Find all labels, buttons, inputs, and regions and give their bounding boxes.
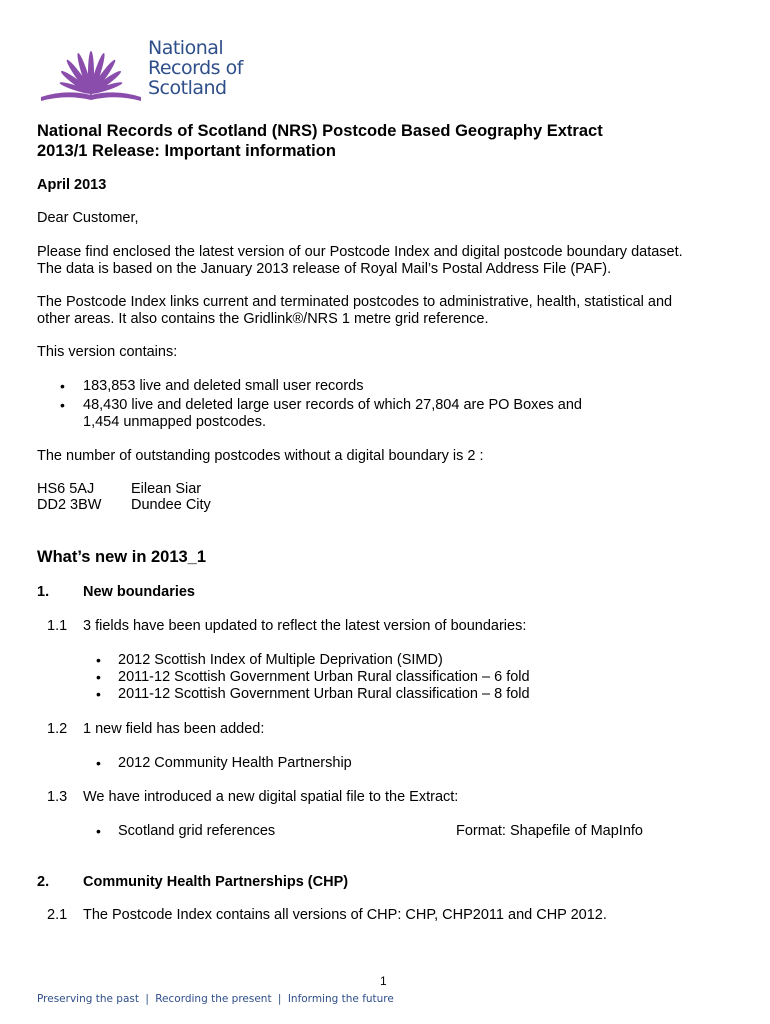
logo-line-1: National bbox=[148, 37, 224, 59]
contains-item-2-line2: 1,454 unmapped postcodes. bbox=[83, 414, 266, 430]
logo-wordmark bbox=[148, 38, 243, 98]
outstanding-postcode: HS6 5AJ bbox=[37, 481, 95, 497]
logo-line-2: Records of bbox=[148, 57, 243, 79]
title-line-1: National Records of Scotland (NRS) Postcode Based Geography Extract bbox=[37, 122, 603, 140]
bullet-icon: • bbox=[96, 686, 101, 702]
outstanding-postcode: DD2 3BW bbox=[37, 497, 102, 513]
contains-item-2-line1: 48,430 live and deleted large user records of which 27,804 are PO Boxes and bbox=[83, 397, 582, 413]
section-1-2-text: 1 new field has been added: bbox=[83, 721, 265, 737]
salutation: Dear Customer, bbox=[37, 210, 139, 226]
bullet-icon: • bbox=[96, 755, 101, 771]
spatial-file-item: Scotland grid references bbox=[118, 823, 276, 839]
section-1-3-number: 1.3 bbox=[47, 789, 68, 805]
bullet-icon: • bbox=[60, 397, 65, 413]
footer-separator: | bbox=[277, 993, 282, 1005]
para2-line2: other areas. It also contains the Gridlink®/NRS 1 metre grid reference. bbox=[37, 311, 489, 327]
contains-item-1: 183,853 live and deleted small user records bbox=[83, 378, 364, 394]
nrs-logo bbox=[36, 33, 256, 103]
outstanding-area: Eilean Siar bbox=[131, 481, 202, 497]
outstanding-intro: The number of outstanding postcodes without a digital boundary is 2 : bbox=[37, 448, 484, 464]
section-1-3-text: We have introduced a new digital spatial file to the Extract: bbox=[83, 789, 459, 805]
thistle-fan-icon bbox=[36, 33, 146, 103]
bullet-icon: • bbox=[96, 669, 101, 685]
section-2-1-text: The Postcode Index contains all versions of CHP: CHP, CHP2011 and CHP 2012. bbox=[83, 907, 607, 923]
footer-separator: | bbox=[145, 993, 149, 1005]
para1-line1: Please find enclosed the latest version of our Postcode Index and digital postcode boundary dataset. bbox=[37, 244, 683, 260]
bullet-icon: • bbox=[96, 652, 101, 668]
footer-part-3: Informing the future bbox=[287, 993, 394, 1005]
para1-line2: The data is based on the January 2013 release of Royal Mail’s Postal Address File (PAF). bbox=[37, 261, 612, 277]
logo-line-3: Scotland bbox=[148, 77, 227, 99]
section-2-heading: Community Health Partnerships (CHP) bbox=[83, 874, 349, 890]
spatial-file-format: Format: Shapefile of MapInfo bbox=[456, 823, 643, 839]
footer-part-2: Recording the present bbox=[155, 993, 272, 1005]
outstanding-area: Dundee City bbox=[131, 497, 211, 513]
section-2-number: 2. bbox=[37, 874, 50, 890]
bullet-icon: • bbox=[60, 378, 65, 394]
document-title bbox=[37, 121, 603, 161]
boundary-item: 2011-12 Scottish Government Urban Rural classification – 8 fold bbox=[118, 686, 530, 702]
section-1-1-text: 3 fields have been updated to reflect the latest version of boundaries: bbox=[83, 618, 527, 634]
boundary-item: 2012 Scottish Index of Multiple Deprivation (SIMD) bbox=[118, 652, 443, 668]
contains-intro: This version contains: bbox=[37, 344, 178, 360]
section-1-heading: New boundaries bbox=[83, 584, 195, 600]
new-field-item: 2012 Community Health Partnership bbox=[118, 755, 352, 771]
whats-new-heading: What’s new in 2013_1 bbox=[37, 548, 207, 566]
bullet-icon: • bbox=[96, 823, 101, 839]
section-1-2-number: 1.2 bbox=[47, 721, 68, 737]
para2-line1: The Postcode Index links current and terminated postcodes to administrative, health, statistical and bbox=[37, 294, 673, 310]
title-line-2: 2013/1 Release: Important information bbox=[37, 142, 336, 160]
page-number: 1 bbox=[380, 974, 387, 988]
section-1-1-number: 1.1 bbox=[47, 618, 68, 634]
footer-part-1: Preserving the past bbox=[37, 993, 139, 1005]
section-2-1-number: 2.1 bbox=[47, 907, 68, 923]
document-date: April 2013 bbox=[37, 177, 107, 193]
boundary-item: 2011-12 Scottish Government Urban Rural classification – 6 fold bbox=[118, 669, 530, 685]
footer-tagline bbox=[37, 993, 397, 1005]
section-1-number: 1. bbox=[37, 584, 50, 600]
